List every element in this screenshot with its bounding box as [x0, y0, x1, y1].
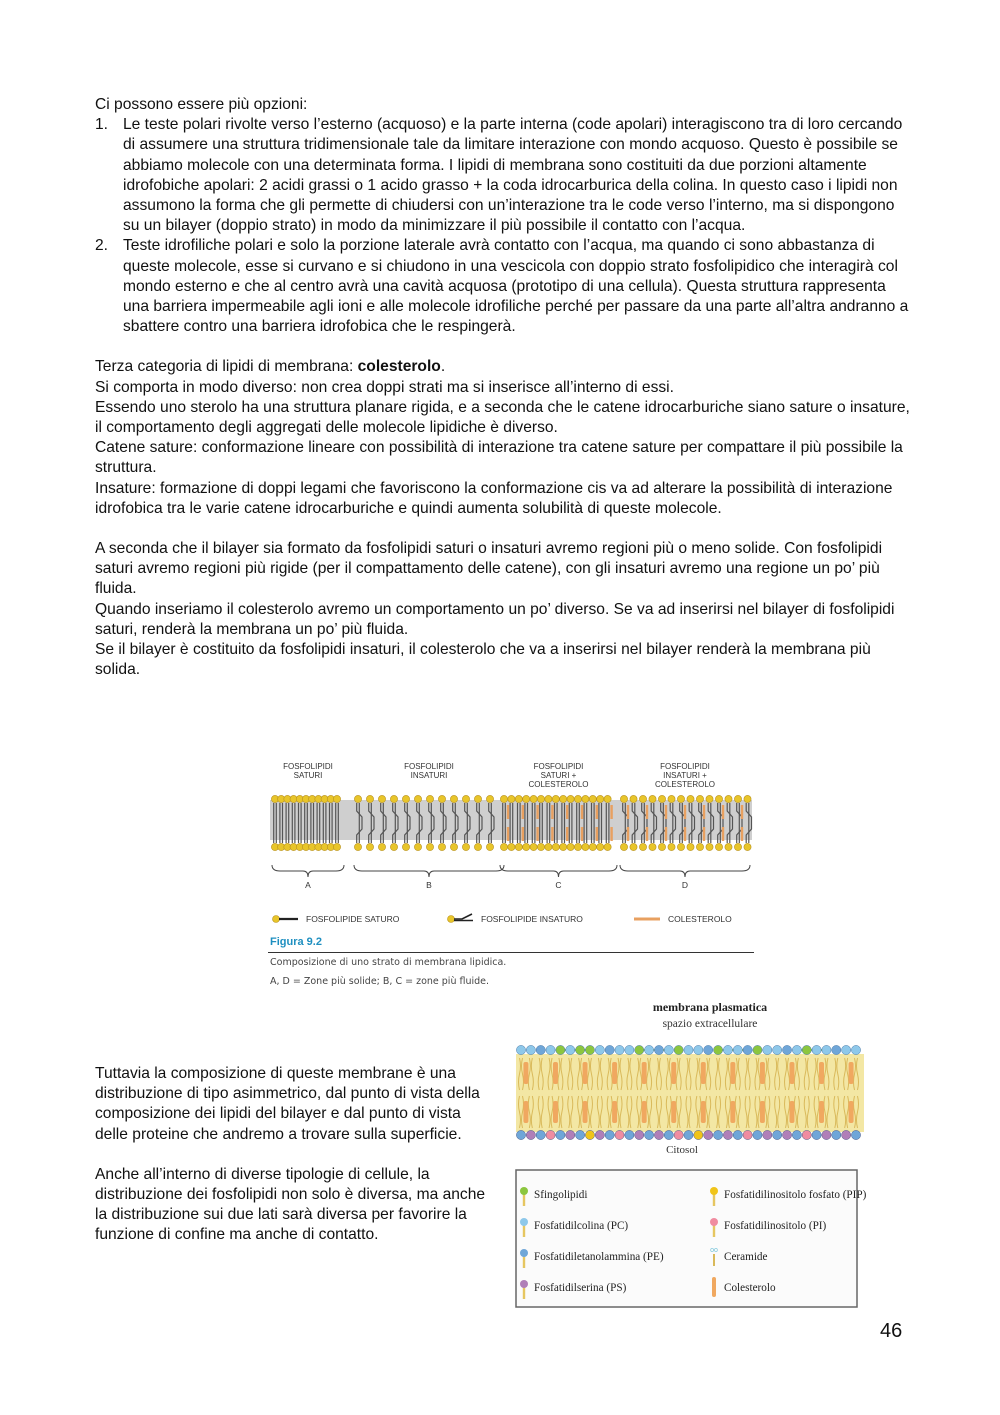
cholesterol-molecule — [701, 1101, 706, 1123]
lipid-head-inner — [595, 1130, 604, 1139]
lipid-head — [582, 843, 589, 850]
paragraph: Se il bilayer è costituito da fosfolipidi insaturi, il colesterolo che va a inserirsi nel bilayer renderà la membrana più solida. — [95, 641, 871, 679]
lipid-head-inner — [546, 1130, 555, 1139]
lipid-head — [402, 843, 409, 850]
lipid-head — [500, 795, 507, 802]
legend-label: Fosfatidilserina (PS) — [534, 1282, 627, 1294]
lipid-head — [715, 843, 722, 850]
lipid-head-outer — [595, 1045, 604, 1054]
cholesterol-molecule — [551, 805, 553, 819]
lipid-head-inner — [556, 1130, 565, 1139]
cholesterol-molecule — [553, 1062, 558, 1084]
lipid-head — [530, 843, 537, 850]
lipid-head-outer — [723, 1045, 732, 1054]
lipid-head — [715, 795, 722, 802]
lipid-head-inner — [773, 1130, 782, 1139]
paragraph: Catene sature: conformazione lineare con possibilità di interazione tra catene sature per compattare il più possibile la struttura. — [95, 439, 903, 477]
lipid-head — [620, 795, 627, 802]
lipid-head — [696, 843, 703, 850]
lipid-head-inner — [684, 1130, 693, 1139]
lipid-head-outer — [526, 1045, 535, 1054]
lipid-head-outer — [792, 1045, 801, 1054]
lipid-head — [658, 843, 665, 850]
cholesterol-molecule — [642, 1101, 647, 1123]
cholesterol-molecule — [627, 827, 629, 841]
lipid-head — [744, 795, 751, 802]
lipid-head-inner — [536, 1130, 545, 1139]
cholesterol-molecule — [665, 827, 667, 841]
lipid-head — [354, 795, 361, 802]
cholesterol-molecule — [536, 805, 538, 819]
figure-caption-line: A, D = Zone più solide; B, C = zone più fluide. — [270, 976, 490, 987]
lipid-head-outer — [842, 1045, 851, 1054]
lipid-head-inner — [792, 1130, 801, 1139]
group-brace — [620, 865, 750, 877]
cholesterol-molecule — [581, 827, 583, 841]
lipid-head — [725, 795, 732, 802]
group-title-line: SATURI + — [540, 771, 577, 780]
heading-bold: colesterolo — [357, 358, 441, 376]
lipid-head-inner — [664, 1130, 673, 1139]
group-title-line: FOSFOLIPIDI — [660, 762, 710, 771]
lipid-head — [725, 843, 732, 850]
legend-icon — [520, 1187, 528, 1195]
option-item — [95, 115, 910, 236]
lipid-head — [589, 843, 596, 850]
lipid-head — [414, 843, 421, 850]
lipid-head — [390, 843, 397, 850]
cholesterol-molecule — [566, 827, 568, 841]
cholesterol-molecule — [523, 1062, 528, 1084]
legend-label: COLESTEROLO — [668, 914, 732, 924]
paragraph: Insature: formazione di doppi legami che favoriscono la conformazione cis va ad alterare la possibilità di interazione idrofobica tra le varie catene idrocarburiche e quindi aumenta solubilità di queste molecole. — [95, 479, 893, 517]
lipid-head — [545, 843, 552, 850]
cholesterol-molecule — [583, 1062, 588, 1084]
legend-icon — [712, 1277, 716, 1297]
lipid-head-inner — [694, 1130, 703, 1139]
lipid-head-inner — [832, 1130, 841, 1139]
lipid-head-inner — [526, 1130, 535, 1139]
lipid-head — [354, 843, 361, 850]
lipid-head — [515, 795, 522, 802]
lipid-head — [462, 843, 469, 850]
lipid-head-outer — [773, 1045, 782, 1054]
lipid-head — [515, 843, 522, 850]
lipid-head — [574, 795, 581, 802]
lipid-head-outer — [704, 1045, 713, 1054]
lipid-head — [378, 795, 385, 802]
cholesterol-molecule — [741, 805, 743, 819]
figure-title: membrana plasmatica — [652, 1000, 768, 1014]
cholesterol-molecule — [583, 1101, 588, 1123]
lipid-head — [378, 843, 385, 850]
lipid-head-inner — [822, 1130, 831, 1139]
legend-label: Ceramide — [724, 1251, 768, 1263]
legend-icon — [520, 1249, 528, 1257]
option-number: 2. — [95, 237, 109, 255]
legend-unsaturated-tail — [454, 914, 472, 919]
lipid-head-outer — [782, 1045, 791, 1054]
lipid-head-outer — [802, 1045, 811, 1054]
cholesterol-molecule — [684, 805, 686, 819]
cholesterol-molecule — [703, 827, 705, 841]
lipid-head — [677, 843, 684, 850]
lipid-head-outer — [832, 1045, 841, 1054]
heading-end: . — [440, 358, 446, 376]
cholesterol-molecule — [553, 1101, 558, 1123]
group-title-line: INSATURI + — [663, 771, 707, 780]
cholesterol-molecule — [646, 827, 648, 841]
option-number: 1. — [95, 116, 109, 134]
lipid-head — [508, 843, 515, 850]
cholesterol-molecule — [627, 805, 629, 819]
cholesterol-molecule — [671, 1062, 676, 1084]
legend-icon — [710, 1218, 718, 1226]
group-title-line: SATURI — [293, 771, 323, 780]
lipid-head-inner — [605, 1130, 614, 1139]
lipid-head-inner — [812, 1130, 821, 1139]
cholesterol-molecule — [610, 827, 612, 841]
legend-icon — [520, 1218, 528, 1226]
lipid-head-outer — [654, 1045, 663, 1054]
lipid-head — [744, 843, 751, 850]
group-brace — [354, 865, 504, 877]
cholesterol-molecule — [849, 1101, 854, 1123]
cholesterol-molecule — [596, 827, 598, 841]
lipid-head-outer — [605, 1045, 614, 1054]
lipid-head — [649, 843, 656, 850]
lipid-head — [537, 843, 544, 850]
lipid-head-inner — [566, 1130, 575, 1139]
lipid-head — [462, 795, 469, 802]
lipid-head-inner — [723, 1130, 732, 1139]
lipid-head — [414, 795, 421, 802]
lipid-head-inner — [704, 1130, 713, 1139]
cholesterol-molecule — [722, 805, 724, 819]
lipid-head — [474, 795, 481, 802]
paragraph: Si comporta in modo diverso: non crea doppi strati ma si inserisce all’interno di essi. — [95, 378, 674, 396]
cholesterol-molecule — [522, 805, 524, 819]
lipid-head — [366, 795, 373, 802]
lipid-head — [523, 795, 530, 802]
legend-label: FOSFOLIPIDE INSATURO — [481, 914, 583, 924]
lipid-head — [567, 843, 574, 850]
cholesterol-molecule — [741, 827, 743, 841]
lipid-head — [639, 795, 646, 802]
lipid-head — [620, 843, 627, 850]
lipid-head-outer — [516, 1045, 525, 1054]
lipid-head — [486, 795, 493, 802]
lipid-head-inner — [576, 1130, 585, 1139]
lipid-head-inner — [851, 1130, 860, 1139]
lipid-head — [366, 843, 373, 850]
lipid-head — [486, 843, 493, 850]
lipid-head-outer — [743, 1045, 752, 1054]
cholesterol-molecule — [671, 1101, 676, 1123]
paragraph: Quando inseriamo il colesterolo avremo un comportamento un po’ diverso. Se va ad inserirsi nel bilayer di fosfolipidi saturi, renderà la membrana un po’ più fluida. — [95, 600, 895, 638]
page-number: 46 — [880, 1320, 903, 1342]
lipid-head — [567, 795, 574, 802]
legend-label: Fosfatidilcolina (PC) — [534, 1220, 629, 1232]
lipid-head — [706, 843, 713, 850]
side-text — [95, 1064, 490, 1246]
lipid-head-outer — [733, 1045, 742, 1054]
group-letter: A — [305, 880, 311, 890]
cholesterol-molecule — [536, 827, 538, 841]
group-letter: B — [426, 880, 432, 890]
group-brace — [500, 865, 617, 877]
cholesterol-molecule — [612, 1062, 617, 1084]
figure-membrane-composition — [262, 755, 762, 995]
figure-caption-title: Figura 9.2 — [270, 936, 322, 948]
intro-line: Ci possono essere più opzioni: — [95, 96, 308, 113]
lipid-head — [597, 843, 604, 850]
cytosol-label: Citosol — [666, 1144, 698, 1156]
lipid-head-inner — [763, 1130, 772, 1139]
paragraph: Essendo uno sterolo ha una struttura planare rigida, e a seconda che le catene idrocarburiche siano sature o insature, il comportamento degli aggregati delle molecole lipidiche è diverso. — [95, 398, 910, 437]
lipid-head — [658, 795, 665, 802]
cholesterol-molecule — [760, 1062, 765, 1084]
lipid-head-outer — [664, 1045, 673, 1054]
legend-icon — [710, 1187, 718, 1195]
cholesterol-molecule — [523, 1101, 528, 1123]
lipid-head-inner — [713, 1130, 722, 1139]
lipid-head-outer — [753, 1045, 762, 1054]
lipid-head-inner — [585, 1130, 594, 1139]
lipid-head — [589, 795, 596, 802]
lipid-head — [390, 795, 397, 802]
cholesterol-molecule — [701, 1062, 706, 1084]
cholesterol-molecule — [507, 827, 509, 841]
lipid-head-inner — [802, 1130, 811, 1139]
group-title-line: FOSFOLIPIDI — [404, 762, 454, 771]
lipid-head-inner — [842, 1130, 851, 1139]
lipid-head — [734, 843, 741, 850]
lipid-head-outer — [694, 1045, 703, 1054]
lipid-head-outer — [822, 1045, 831, 1054]
cholesterol-heading — [95, 357, 910, 377]
lipid-head — [604, 843, 611, 850]
lipid-head — [639, 843, 646, 850]
lipid-head — [474, 843, 481, 850]
lipid-head — [530, 795, 537, 802]
legend-label: FOSFOLIPIDE SATURO — [306, 914, 400, 924]
legend-label: Colesterolo — [724, 1282, 776, 1294]
lipid-head-inner — [644, 1130, 653, 1139]
lipid-head-outer — [851, 1045, 860, 1054]
cholesterol-molecule — [612, 1101, 617, 1123]
lipid-head-outer — [635, 1045, 644, 1054]
legend-saturated-head — [273, 916, 280, 923]
lipid-head-outer — [556, 1045, 565, 1054]
lipid-head — [402, 795, 409, 802]
options-list — [95, 115, 910, 337]
lipid-head — [574, 843, 581, 850]
cholesterol-molecule — [581, 805, 583, 819]
lipid-head-inner — [516, 1130, 525, 1139]
lipid-head-inner — [635, 1130, 644, 1139]
lipid-head — [668, 843, 675, 850]
caption-rule — [268, 952, 754, 953]
lipid-head-outer — [566, 1045, 575, 1054]
legend-label: Fosfatidilinositolo (PI) — [724, 1220, 827, 1232]
lipid-head-inner — [615, 1130, 624, 1139]
option-text: Le teste polari rivolte verso l’esterno (acquoso) e la parte interna (code apolari) interagiscono tra di loro cercando di assumere una struttura tridimensionale tale da limitare interazione con mondo acquoso. Questo è possibile se abbiamo molecole con una determinata forma. I lipidi di membrana sono costituiti da due porzioni altamente idrofobiche apolari: 2 acidi grassi o 1 acido grasso + la coda idrocarburica della colina. In questo caso i lipidi non assumono la forma che gli permette di chiudersi con un’interazione tra le code verso l’interno, ma si dispongono su un bilayer (doppio strato) in modo da minimizzare il più possibile il contatto con l’acqua. — [123, 116, 903, 235]
cholesterol-molecule — [522, 827, 524, 841]
lipid-head — [687, 843, 694, 850]
figure-plasma-membrane — [510, 998, 870, 1313]
lipid-head-outer — [763, 1045, 772, 1054]
lipid-head-inner — [753, 1130, 762, 1139]
cholesterol-molecule — [566, 805, 568, 819]
cholesterol-molecule — [730, 1062, 735, 1084]
lipid-head — [668, 795, 675, 802]
group-letter: D — [681, 880, 689, 890]
lipid-head — [706, 795, 713, 802]
group-title-line: INSATURI — [410, 771, 448, 780]
lipid-head — [734, 795, 741, 802]
legend-label: Fosfatidiletanolammina (PE) — [534, 1251, 664, 1263]
cholesterol-molecule — [610, 805, 612, 819]
lipid-head-inner — [674, 1130, 683, 1139]
lipid-head — [597, 795, 604, 802]
lipid-head-outer — [585, 1045, 594, 1054]
paragraph: Tuttavia la composizione di queste membrane è una distribuzione di tipo asimmetrico, dal punto di vista della composizione dei lipidi del bilayer e dal punto di vista delle proteine che andremo a trovare sulla superficie. — [95, 1065, 480, 1143]
lipid-head-outer — [644, 1045, 653, 1054]
cholesterol-molecule — [789, 1101, 794, 1123]
lipid-head — [687, 795, 694, 802]
group-title-line: FOSFOLIPIDI — [533, 762, 584, 771]
cholesterol-molecule — [665, 805, 667, 819]
group-title-line: FOSFOLIPIDI — [283, 762, 333, 771]
cholesterol-molecule — [819, 1101, 824, 1123]
lipid-head — [500, 843, 507, 850]
legend-label: Sfingolipidi — [534, 1189, 588, 1201]
plasma-membrane-diagram — [510, 998, 870, 1313]
cholesterol-molecule — [596, 805, 598, 819]
lipid-head — [523, 843, 530, 850]
cholesterol-molecule — [849, 1062, 854, 1084]
heading-lead: Terza categoria di lipidi di membrana: — [95, 358, 358, 376]
legend-unsaturated-head — [448, 916, 455, 923]
lipid-head-outer — [713, 1045, 722, 1054]
lipid-head-outer — [684, 1045, 693, 1054]
lipid-head — [438, 843, 445, 850]
paragraph: A seconda che il bilayer sia formato da fosfolipidi saturi o insaturi avremo regioni più o meno solide. Con fosfolipidi saturi avremo regioni più rigide (per il compattamento delle catene), con gli insaturi avremo una regione un po’ più fluida. — [95, 540, 883, 598]
option-text: Teste idrofiliche polari e solo la porzione laterale avrà contatto con l’acqua, ma quando ci sono abbastanza di queste molecole, esse si curvano e si chiudono in una vescicola con doppio strato fosfolipidico che interagirà col mondo esterno e che al centro avrà una cavità acquosa (prototipo di una cellula). Questa struttura rappresenta una barriera impermeabile agli ioni e alle molecole idrofiliche perché per passare da una parte all’altra andranno a sbattere contro una barriera idrofobica che le respingerà. — [123, 237, 909, 336]
cholesterol-molecule — [789, 1062, 794, 1084]
lipid-head-inner — [733, 1130, 742, 1139]
lipid-head-outer — [546, 1045, 555, 1054]
legend-icon — [520, 1280, 528, 1288]
lipid-head — [508, 795, 515, 802]
lipid-head — [560, 795, 567, 802]
option-item — [95, 236, 910, 337]
bilayer-core — [516, 1054, 864, 1132]
cholesterol-molecule — [730, 1101, 735, 1123]
cholesterol-molecule — [819, 1062, 824, 1084]
cholesterol-molecule — [646, 805, 648, 819]
lipid-head — [426, 795, 433, 802]
lipid-head-inner — [654, 1130, 663, 1139]
lipid-head — [426, 843, 433, 850]
cholesterol-molecule — [642, 1062, 647, 1084]
membrane-diagram — [262, 755, 762, 935]
lipid-head — [537, 795, 544, 802]
lipid-head-outer — [625, 1045, 634, 1054]
lipid-head — [438, 795, 445, 802]
paragraph: Anche all’interno di diverse tipologie di cellule, la distribuzione dei fosfolipidi non solo è diversa, ma anche la distribuzione sui due lati sarà diversa per favorire la funzione di confine ma anche di contatto. — [95, 1165, 486, 1244]
lipid-head — [450, 843, 457, 850]
legend-label: Fosfatidilinositolo fosfato (PIP) — [724, 1189, 867, 1201]
lipid-head-outer — [674, 1045, 683, 1054]
cholesterol-molecule — [507, 805, 509, 819]
lipid-head — [582, 795, 589, 802]
lipid-head-outer — [812, 1045, 821, 1054]
cholesterol-molecule — [722, 827, 724, 841]
cholesterol-molecule — [703, 805, 705, 819]
lipid-head — [630, 795, 637, 802]
lipid-head — [604, 795, 611, 802]
lipid-head — [450, 795, 457, 802]
lipid-head — [333, 795, 340, 802]
lipid-head — [560, 843, 567, 850]
group-letter: C — [555, 880, 562, 890]
extracellular-label: spazio extracellulare — [662, 1018, 758, 1030]
lipid-head-inner — [625, 1130, 634, 1139]
group-title-line: COLESTEROLO — [654, 780, 716, 789]
lipid-head-outer — [576, 1045, 585, 1054]
group-brace — [272, 865, 344, 877]
cholesterol-molecule — [551, 827, 553, 841]
lipid-head — [696, 795, 703, 802]
cholesterol-molecule — [684, 827, 686, 841]
lipid-head — [552, 795, 559, 802]
lipid-head-outer — [536, 1045, 545, 1054]
legend-cholesterol — [634, 918, 660, 921]
lipid-head-outer — [615, 1045, 624, 1054]
cholesterol-molecule — [760, 1101, 765, 1123]
lipid-head — [630, 843, 637, 850]
lipid-head — [545, 795, 552, 802]
figure-caption-line: Composizione di uno strato di membrana lipidica. — [270, 957, 507, 968]
lipid-head-inner — [782, 1130, 791, 1139]
lipid-head-inner — [743, 1130, 752, 1139]
lipid-head — [649, 795, 656, 802]
main-text — [95, 95, 910, 680]
legend-icon: oo — [710, 1247, 718, 1254]
lipid-head — [333, 843, 340, 850]
lipid-head — [552, 843, 559, 850]
group-title-line: COLESTEROLO — [528, 780, 589, 789]
lipid-head — [677, 795, 684, 802]
